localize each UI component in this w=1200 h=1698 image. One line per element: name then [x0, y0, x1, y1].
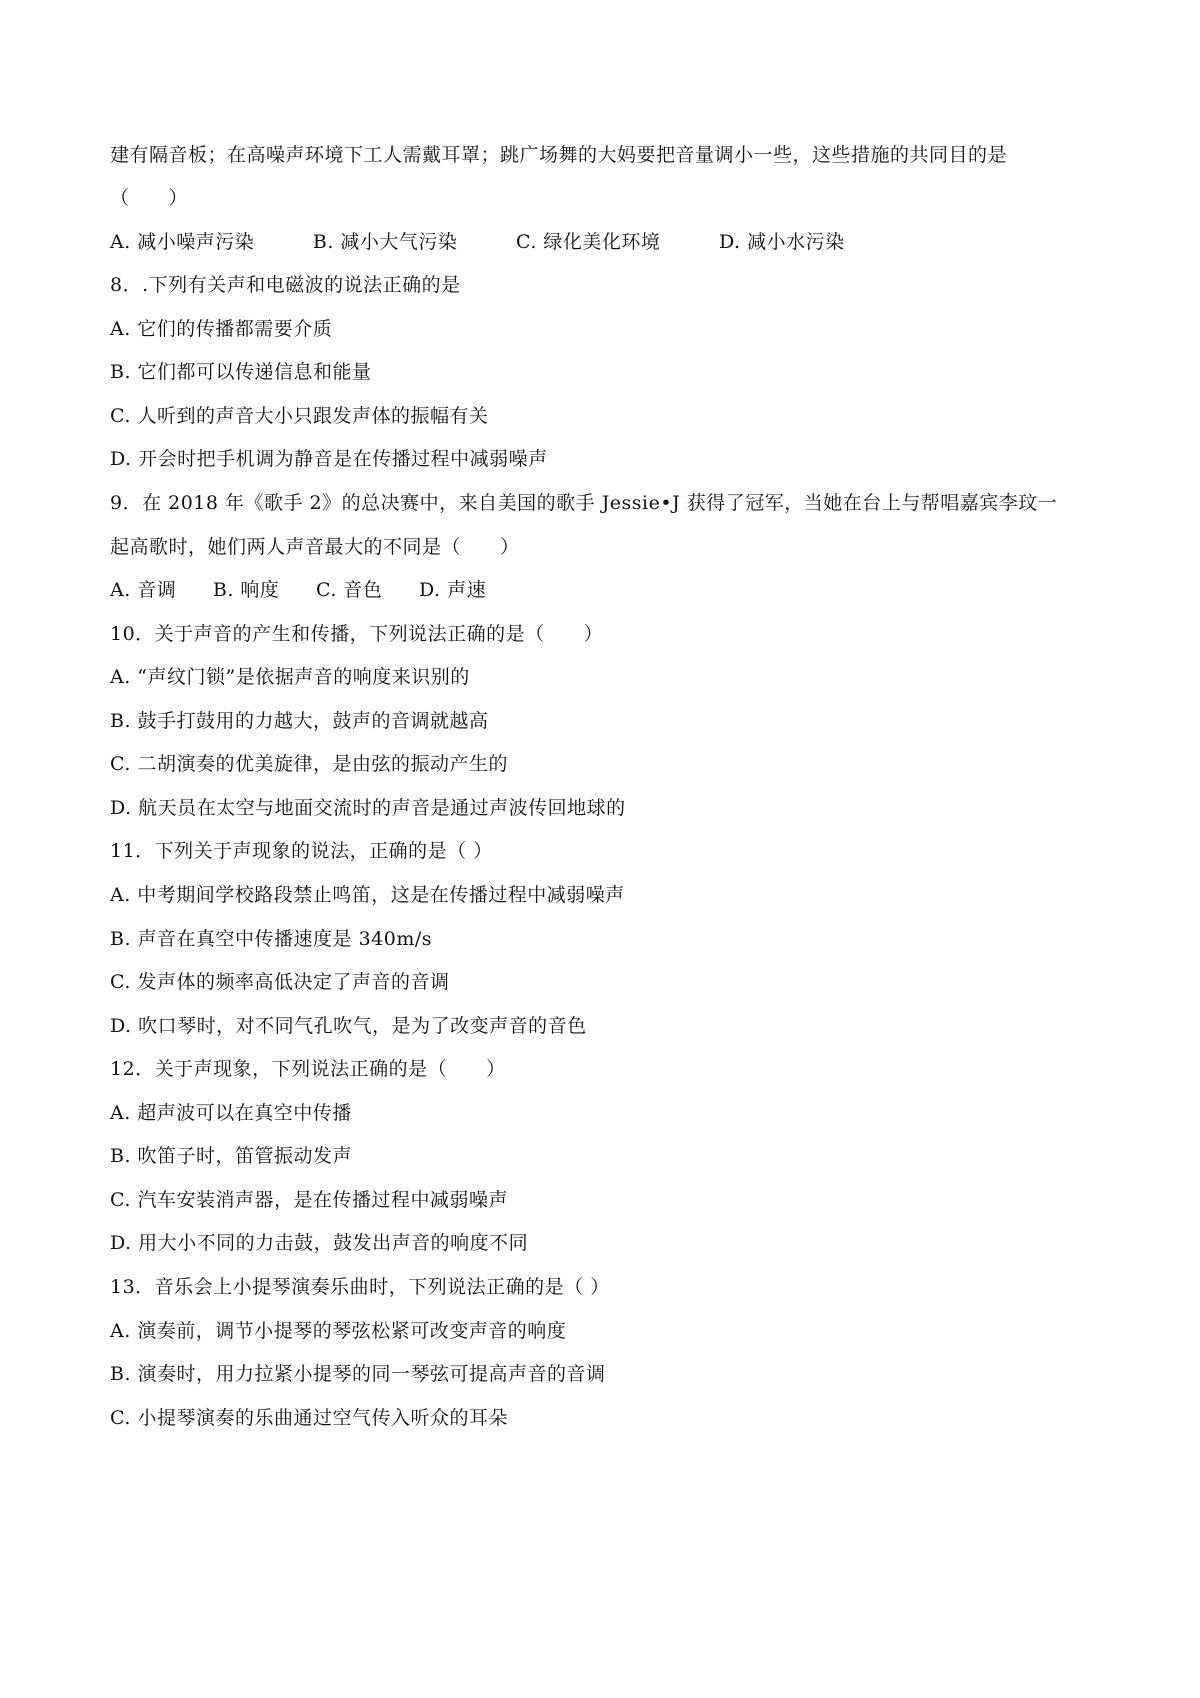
q8-stem: 8．.下列有关声和电磁波的说法正确的是: [110, 274, 461, 296]
q11-option-c: C. 发声体的频率高低决定了声音的音调: [110, 971, 450, 993]
q12-option-b: B. 吹笛子时，笛管振动发声: [110, 1145, 353, 1167]
q13-option-a: A. 演奏前，调节小提琴的琴弦松紧可改变声音的响度: [110, 1320, 567, 1342]
q8-option-c: C. 人听到的声音大小只跟发声体的振幅有关: [110, 405, 489, 427]
q9-option-b: B. 响度: [212, 579, 280, 601]
q10-option-d: D. 航天员在太空与地面交流时的声音是通过声波传回地球的: [110, 797, 626, 819]
q7-option-c: C. 绿化美化环境: [515, 231, 661, 253]
q13-stem: 13．音乐会上小提琴演奏乐曲时，下列说法正确的是（ ）: [110, 1276, 610, 1298]
q7-stem-line1: 建有隔音板；在高噪声环境下工人需戴耳罩；跳广场舞的大妈要把音量调小一些，这些措施的共同目的是: [110, 144, 1008, 166]
q9-option-c: C. 音色: [315, 579, 383, 601]
q7-stem-line2: （ ）: [110, 187, 189, 209]
q9-stem-line1: 9．在 2018 年《歌手 2》的总决赛中，来自美国的歌手 Jessie•J 获得了冠军，当她在台上与帮唱嘉宾李玟一: [110, 492, 1058, 514]
q11-stem: 11．下列关于声现象的说法，正确的是（ ）: [110, 840, 493, 862]
q12-option-c: C. 汽车安装消声器，是在传播过程中减弱噪声: [110, 1189, 508, 1211]
q11-option-d: D. 吹口琴时，对不同气孔吹气，是为了改变声音的音色: [110, 1015, 587, 1037]
q7-options: [110, 229, 1120, 255]
q9-option-a: A. 音调: [110, 579, 177, 601]
q13-option-c: C. 小提琴演奏的乐曲通过空气传入听众的耳朵: [110, 1407, 508, 1429]
q7-option-b: B. 减小大气污染: [312, 231, 458, 253]
q10-option-c: C. 二胡演奏的优美旋律，是由弦的振动产生的: [110, 753, 508, 775]
q9-option-d: D. 声速: [418, 579, 487, 601]
q12-option-a: A. 超声波可以在真空中传播: [110, 1102, 352, 1124]
q8-option-d: D. 开会时把手机调为静音是在传播过程中减弱噪声: [110, 448, 548, 470]
q7-option-d: D. 减小水污染: [718, 231, 845, 253]
q10-stem: 10．关于声音的产生和传播，下列说法正确的是（ ）: [110, 623, 604, 645]
q9-options: [110, 577, 1120, 603]
q10-option-a: A. “声纹门锁”是依据声音的响度来识别的: [110, 666, 470, 688]
q12-stem: 12．关于声现象，下列说法正确的是（ ）: [110, 1058, 506, 1080]
q11-option-a: A. 中考期间学校路段禁止鸣笛，这是在传播过程中减弱噪声: [110, 884, 625, 906]
q8-option-b: B. 它们都可以传递信息和能量: [110, 361, 372, 383]
q11-option-b: B. 声音在真空中传播速度是 340m/s: [110, 928, 433, 950]
q8-option-a: A. 它们的传播都需要介质: [110, 318, 333, 340]
q12-option-d: D. 用大小不同的力击鼓，鼓发出声音的响度不同: [110, 1232, 529, 1254]
q9-stem-line2: 起高歌时，她们两人声音最大的不同是（ ）: [110, 536, 520, 558]
q13-option-b: B. 演奏时，用力拉紧小提琴的同一琴弦可提高声音的音调: [110, 1363, 606, 1385]
q10-option-b: B. 鼓手打鼓用的力越大，鼓声的音调就越高: [110, 710, 489, 732]
q7-option-a: A. 减小噪声污染: [110, 231, 255, 253]
